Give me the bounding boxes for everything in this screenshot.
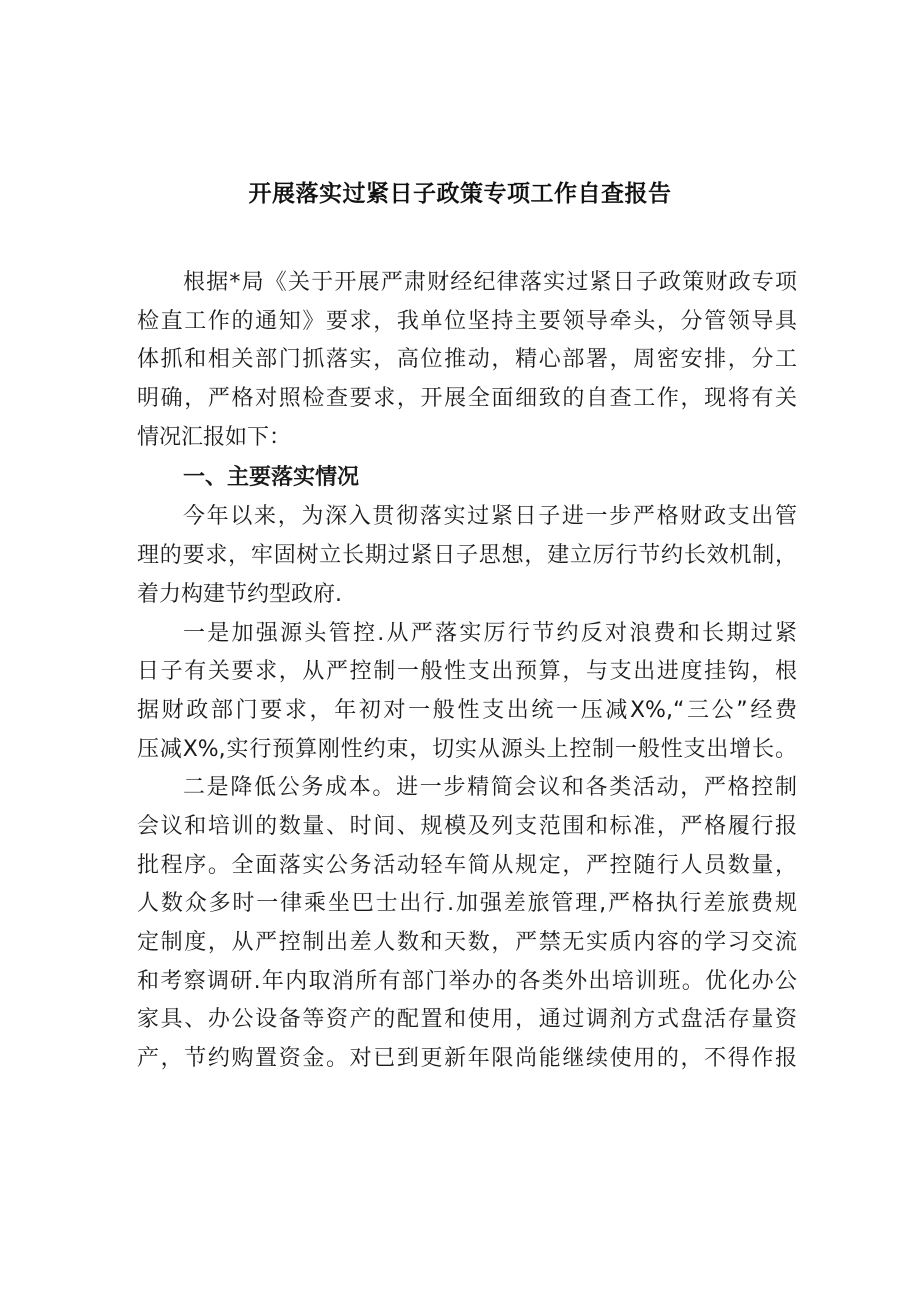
paragraph-line: 压减X%,实行预算刚性约束，切实从源头上控制一般性支出增长。: [137, 736, 797, 762]
document-title: 开展落实过紧日子政策专项工作自查报告: [248, 181, 672, 207]
paragraph-line: 定制度，从严控制出差人数和天数，严禁无实质内容的学习交流: [137, 930, 797, 955]
paragraph-line: 情况汇报如下：: [137, 424, 292, 450]
paragraph-line: 明确，严格对照检查要求，开展全面细致的自查工作，现将有关: [137, 386, 797, 412]
paragraph-line: 和考察调研.年内取消所有部门举办的各类外出培训班。优化办公: [137, 968, 797, 994]
paragraph-line: 检直工作的通知》要求，我单位坚持主要领导牵头，分管领导具: [137, 308, 797, 334]
paragraph-line: 批程序。全面落实公务活动轻车简从规定，严控随行人员数量，: [137, 852, 797, 878]
paragraph-line: 体抓和相关部门抓落实，高位推动，精心部署，周密安排，分工: [137, 347, 797, 373]
paragraph-line: 日子有关要求，从严控制一般性支出预算，与支出进度挂钩，根: [137, 659, 797, 685]
paragraph-line: 产，节约购置资金。对已到更新年限尚能继续使用的，不得作报: [137, 1046, 797, 1072]
paragraph-line: 家具、办公设备等资产的配置和使用，通过调剂方式盘活存量资: [137, 1007, 797, 1033]
paragraph-line: 据财政部门要求，年初对一般性支出统一压减X%,“三公”经费: [137, 697, 797, 723]
paragraph-line: 会议和培训的数量、时间、规模及列支范围和标准，严格履行报: [137, 813, 797, 839]
document-body: [137, 264, 797, 1079]
section-heading: 一、主要落实情况: [183, 465, 360, 491]
paragraph-line: 着力构建节约型政府.: [137, 581, 342, 607]
paragraph-line: 人数众多时一律乘坐巴士出行.加强差旅管理,严格执行差旅费规: [137, 891, 797, 917]
paragraph-line: 理的要求，牢固树立长期过紧日子思想，建立厉行节约长效机制，: [137, 543, 797, 569]
paragraph-line: 根据*局《关于开展严肃财经纪律落实过紧日子政策财政专项: [183, 270, 797, 295]
paragraph-line: 一是加强源头管控.从严落实厉行节约反对浪费和长期过紧: [183, 620, 797, 646]
paragraph-line: 二是降低公务成本。进一步精简会议和各类活动，严格控制: [183, 775, 797, 801]
paragraph-line: 今年以来，为深入贯彻落实过紧日子进一步严格财政支出管: [183, 504, 797, 530]
